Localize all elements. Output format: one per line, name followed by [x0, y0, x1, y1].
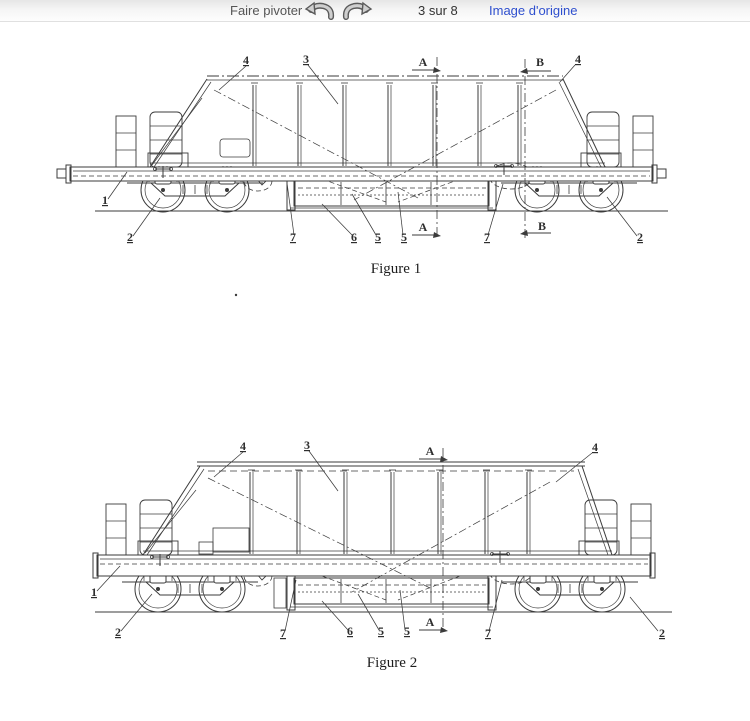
- rotate-right-button[interactable]: [341, 1, 373, 20]
- part-label: 5: [401, 230, 407, 244]
- rotate-label: Faire pivoter: [230, 3, 303, 18]
- part-label: 4: [243, 53, 249, 67]
- part-label: 3: [303, 52, 309, 66]
- part-label: 4: [592, 440, 598, 454]
- part-label: 4: [240, 439, 246, 453]
- section-label: A: [425, 444, 435, 458]
- part-label: 6: [347, 624, 353, 638]
- part-label: 7: [290, 230, 296, 244]
- viewer-toolbar: [0, 0, 750, 22]
- part-label: 5: [378, 624, 384, 638]
- part-label: 2: [659, 626, 665, 640]
- part-label: 2: [637, 230, 643, 244]
- figure-caption: Figure 1: [370, 261, 422, 277]
- section-label: B: [537, 219, 547, 233]
- page-indicator: 3 sur 8: [418, 3, 458, 18]
- figure1-labels: [102, 52, 643, 277]
- wagon-line-art: [57, 57, 672, 633]
- rotate-right-icon: [341, 1, 373, 20]
- section-label: A: [425, 615, 435, 629]
- part-label: 7: [485, 626, 491, 640]
- section-label: A: [418, 220, 428, 234]
- part-label: 4: [575, 52, 581, 66]
- original-image-link[interactable]: Image d'origine: [489, 3, 578, 18]
- figure-caption: Figure 2: [366, 655, 418, 671]
- rotate-left-icon: [304, 1, 336, 20]
- part-label: 7: [484, 230, 490, 244]
- rotate-left-button[interactable]: [304, 1, 336, 20]
- part-label: 7: [280, 626, 286, 640]
- part-label: 2: [115, 625, 121, 639]
- section-label: B: [535, 55, 545, 69]
- part-label: 2: [127, 230, 133, 244]
- part-label: 6: [351, 230, 357, 244]
- part-label: 5: [404, 624, 410, 638]
- section-label: A: [418, 55, 428, 69]
- part-label: 3: [304, 438, 310, 452]
- part-label: 5: [375, 230, 381, 244]
- part-label: 1: [91, 585, 97, 599]
- part-label: 1: [102, 193, 108, 207]
